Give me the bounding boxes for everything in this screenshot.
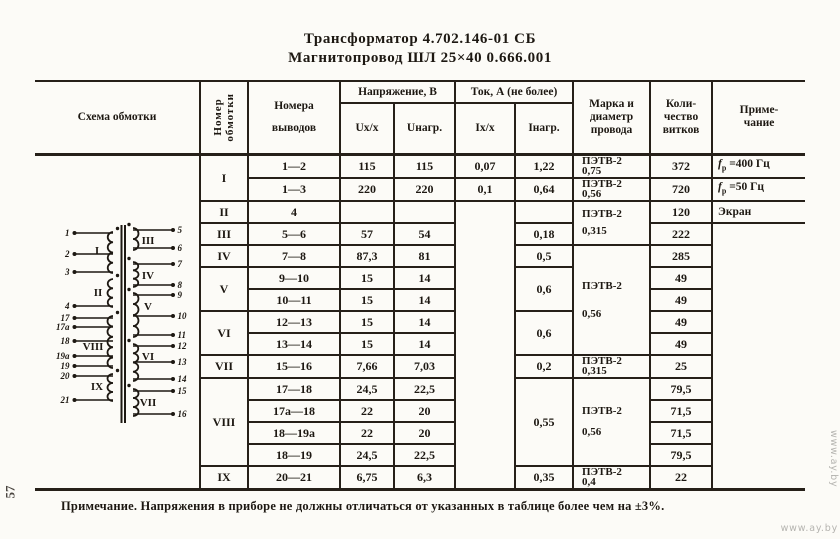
cell-turns: 71,5	[650, 422, 712, 444]
cell-u-xx: 220	[340, 178, 394, 201]
group-header-voltage: Напряжение, В	[340, 81, 455, 103]
cell-wire: ПЭТВ-2 0,56	[573, 245, 650, 355]
svg-text:6: 6	[177, 242, 182, 253]
group-header-current: Ток, А (не более)	[455, 81, 573, 103]
svg-text:9: 9	[177, 289, 182, 300]
cell-turns: 25	[650, 355, 712, 378]
cell-i-load: 0,6	[515, 267, 573, 311]
svg-text:19а: 19а	[56, 350, 70, 361]
cell-note-empty	[712, 223, 805, 490]
col-header-u-xx: Ux/x	[340, 103, 394, 154]
cell-terminals: 18—19а	[248, 422, 340, 444]
cell-turns: 120	[650, 201, 712, 223]
cell-terminals: 17—18	[248, 378, 340, 400]
cell-u-load: 115	[394, 154, 455, 178]
cell-turns: 372	[650, 154, 712, 178]
header-row-groups	[35, 81, 805, 103]
watermark-horizontal: www.ay.by	[780, 523, 838, 534]
col-header-turns: Коли-чество витков	[650, 81, 712, 154]
cell-terminals: 18—19	[248, 444, 340, 466]
cell-note: Экран	[712, 201, 805, 223]
freq-symbol-sub: р	[721, 186, 727, 196]
cell-u-xx: 115	[340, 154, 394, 178]
svg-text:VIII: VIII	[82, 340, 104, 353]
cell-u-xx: 87,3	[340, 245, 394, 267]
cell-u-xx: 15	[340, 311, 394, 333]
cell-u-load: 20	[394, 422, 455, 444]
svg-text:12: 12	[177, 340, 187, 351]
cell-i-load: 0,5	[515, 245, 573, 267]
cell-u-load: 6,3	[394, 466, 455, 490]
svg-text:II: II	[93, 286, 103, 299]
freq-symbol: f	[718, 180, 722, 193]
cell-wire: ПЭТВ-2 0,315	[573, 201, 650, 245]
page-number: 57	[2, 485, 18, 499]
cell-turns: 285	[650, 245, 712, 267]
cell-u-load: 20	[394, 400, 455, 422]
cell-terminals: 1—2	[248, 154, 340, 178]
table-row	[35, 154, 805, 178]
cell-i-load: 0,35	[515, 466, 573, 490]
cell-turns: 49	[650, 311, 712, 333]
cell-terminals: 10—11	[248, 289, 340, 311]
svg-text:IX: IX	[90, 380, 104, 393]
svg-text:I: I	[94, 244, 100, 257]
freq-symbol-sub: р	[721, 163, 727, 173]
winding-diagram	[41, 222, 206, 427]
cell-u-load: 14	[394, 311, 455, 333]
winding-schema-cell	[35, 154, 200, 489]
cell-terminals: 15—16	[248, 355, 340, 378]
col-header-i-xx: Ix/x	[455, 103, 515, 154]
svg-text:19: 19	[60, 360, 70, 371]
svg-text:20: 20	[60, 370, 70, 381]
cell-winding: IV	[200, 245, 248, 267]
cell-winding: VII	[200, 355, 248, 378]
cell-u-xx: 22	[340, 400, 394, 422]
watermark-vertical: www.ay.by	[828, 430, 839, 488]
cell-u-xx: 57	[340, 223, 394, 245]
winding-number-rotated-label: Номер обмотки	[212, 92, 236, 142]
svg-text:17а: 17а	[56, 321, 70, 332]
cell-wire: ПЭТВ-2 0,4	[573, 466, 650, 490]
cell-u-xx: 6,75	[340, 466, 394, 490]
freq-value: =400 Гц	[726, 157, 770, 170]
col-header-u-load: Uнагр.	[394, 103, 455, 154]
svg-text:15: 15	[177, 385, 187, 396]
cell-i-load: 0,6	[515, 311, 573, 355]
cell-terminals: 7—8	[248, 245, 340, 267]
cell-winding: III	[200, 223, 248, 245]
cell-u-xx: 15	[340, 289, 394, 311]
cell-winding: IX	[200, 466, 248, 490]
cell-u-xx: 7,66	[340, 355, 394, 378]
svg-text:7: 7	[177, 258, 182, 269]
freq-symbol: f	[718, 157, 722, 170]
svg-text:1: 1	[65, 227, 70, 238]
cell-i-xx: 0,1	[455, 178, 515, 201]
cell-winding: VI	[200, 311, 248, 355]
cell-terminals: 4	[248, 201, 340, 223]
cell-i-load: 0,18	[515, 223, 573, 245]
cell-turns: 49	[650, 333, 712, 355]
cell-turns: 222	[650, 223, 712, 245]
cell-terminals: 20—21	[248, 466, 340, 490]
cell-wire: ПЭТВ-2 0,315	[573, 355, 650, 378]
svg-text:2: 2	[65, 248, 70, 259]
cell-winding: II	[200, 201, 248, 223]
cell-wire: ПЭТВ-2 0,56	[573, 378, 650, 466]
col-header-note: Приме-чание	[712, 81, 805, 154]
title-line-2: Магнитопровод ШЛ 25×40 0.666.001	[288, 50, 552, 66]
title-line-1: Трансформатор 4.702.146-01 СБ	[303, 31, 537, 47]
cell-wire: ПЭТВ-2 0,56	[573, 178, 650, 201]
cell-terminals: 12—13	[248, 311, 340, 333]
col-header-winding-number	[200, 81, 248, 154]
cell-u-load: 220	[394, 178, 455, 201]
cell-turns: 22	[650, 466, 712, 490]
svg-text:16: 16	[177, 408, 187, 419]
cell-u-load: 22,5	[394, 444, 455, 466]
svg-text:IV: IV	[141, 269, 155, 282]
cell-u-load: 54	[394, 223, 455, 245]
cell-wire: ПЭТВ-2 0,75	[573, 154, 650, 178]
cell-u-load: 22,5	[394, 378, 455, 400]
cell-winding: I	[200, 154, 248, 201]
cell-u-xx	[340, 201, 394, 223]
cell-i-load: 0,2	[515, 355, 573, 378]
cell-terminals: 13—14	[248, 333, 340, 355]
transformer-winding-table	[35, 80, 805, 491]
svg-text:17: 17	[60, 312, 70, 323]
svg-text:V: V	[144, 300, 152, 313]
cell-i-xx-empty	[455, 201, 515, 490]
svg-text:VII: VII	[139, 396, 157, 409]
svg-text:21: 21	[60, 394, 70, 405]
cell-u-load: 14	[394, 267, 455, 289]
cell-turns: 49	[650, 267, 712, 289]
cell-terminals: 9—10	[248, 267, 340, 289]
cell-u-load: 81	[394, 245, 455, 267]
svg-text:11: 11	[177, 329, 187, 340]
svg-text:18: 18	[60, 335, 70, 346]
cell-u-xx: 15	[340, 267, 394, 289]
cell-i-load: 0,64	[515, 178, 573, 201]
svg-text:13: 13	[177, 356, 187, 367]
cell-u-load: 7,03	[394, 355, 455, 378]
cell-note	[712, 154, 805, 178]
cell-u-xx: 22	[340, 422, 394, 444]
cell-u-load: 14	[394, 289, 455, 311]
freq-value: =50 Гц	[726, 180, 765, 193]
cell-i-load: 0,55	[515, 378, 573, 466]
svg-text:14: 14	[177, 373, 187, 384]
col-header-i-load: Iнагр.	[515, 103, 573, 154]
cell-turns: 49	[650, 289, 712, 311]
cell-winding: VIII	[200, 378, 248, 466]
cell-turns: 79,5	[650, 378, 712, 400]
cell-i-xx: 0,07	[455, 154, 515, 178]
cell-i-load: 1,22	[515, 154, 573, 178]
cell-u-load: 14	[394, 333, 455, 355]
cell-turns: 71,5	[650, 400, 712, 422]
cell-i-load	[515, 201, 573, 223]
col-header-schema: Схема обмотки	[35, 81, 200, 154]
cell-winding: V	[200, 267, 248, 311]
svg-text:8: 8	[177, 279, 182, 290]
footnote: Примечание. Напряжения в приборе не должны отличаться от указанных в таблице более чем на ±3%.	[61, 499, 665, 513]
svg-text:3: 3	[65, 266, 70, 277]
svg-text:III: III	[141, 234, 155, 247]
cell-u-xx: 24,5	[340, 378, 394, 400]
svg-text:10: 10	[177, 310, 187, 321]
cell-u-xx: 15	[340, 333, 394, 355]
cell-terminals: 5—6	[248, 223, 340, 245]
cell-terminals: 17а—18	[248, 400, 340, 422]
cell-u-xx: 24,5	[340, 444, 394, 466]
col-header-wire: Марка и диаметр провода	[573, 81, 650, 154]
svg-text:VI: VI	[141, 350, 155, 363]
cell-turns: 720	[650, 178, 712, 201]
col-header-terminal-numbers: Номера выводов	[248, 81, 340, 154]
svg-text:5: 5	[177, 224, 182, 235]
document-title	[35, 30, 805, 68]
svg-text:4: 4	[65, 300, 70, 311]
cell-terminals: 1—3	[248, 178, 340, 201]
cell-u-load	[394, 201, 455, 223]
cell-note	[712, 178, 805, 201]
cell-turns: 79,5	[650, 444, 712, 466]
